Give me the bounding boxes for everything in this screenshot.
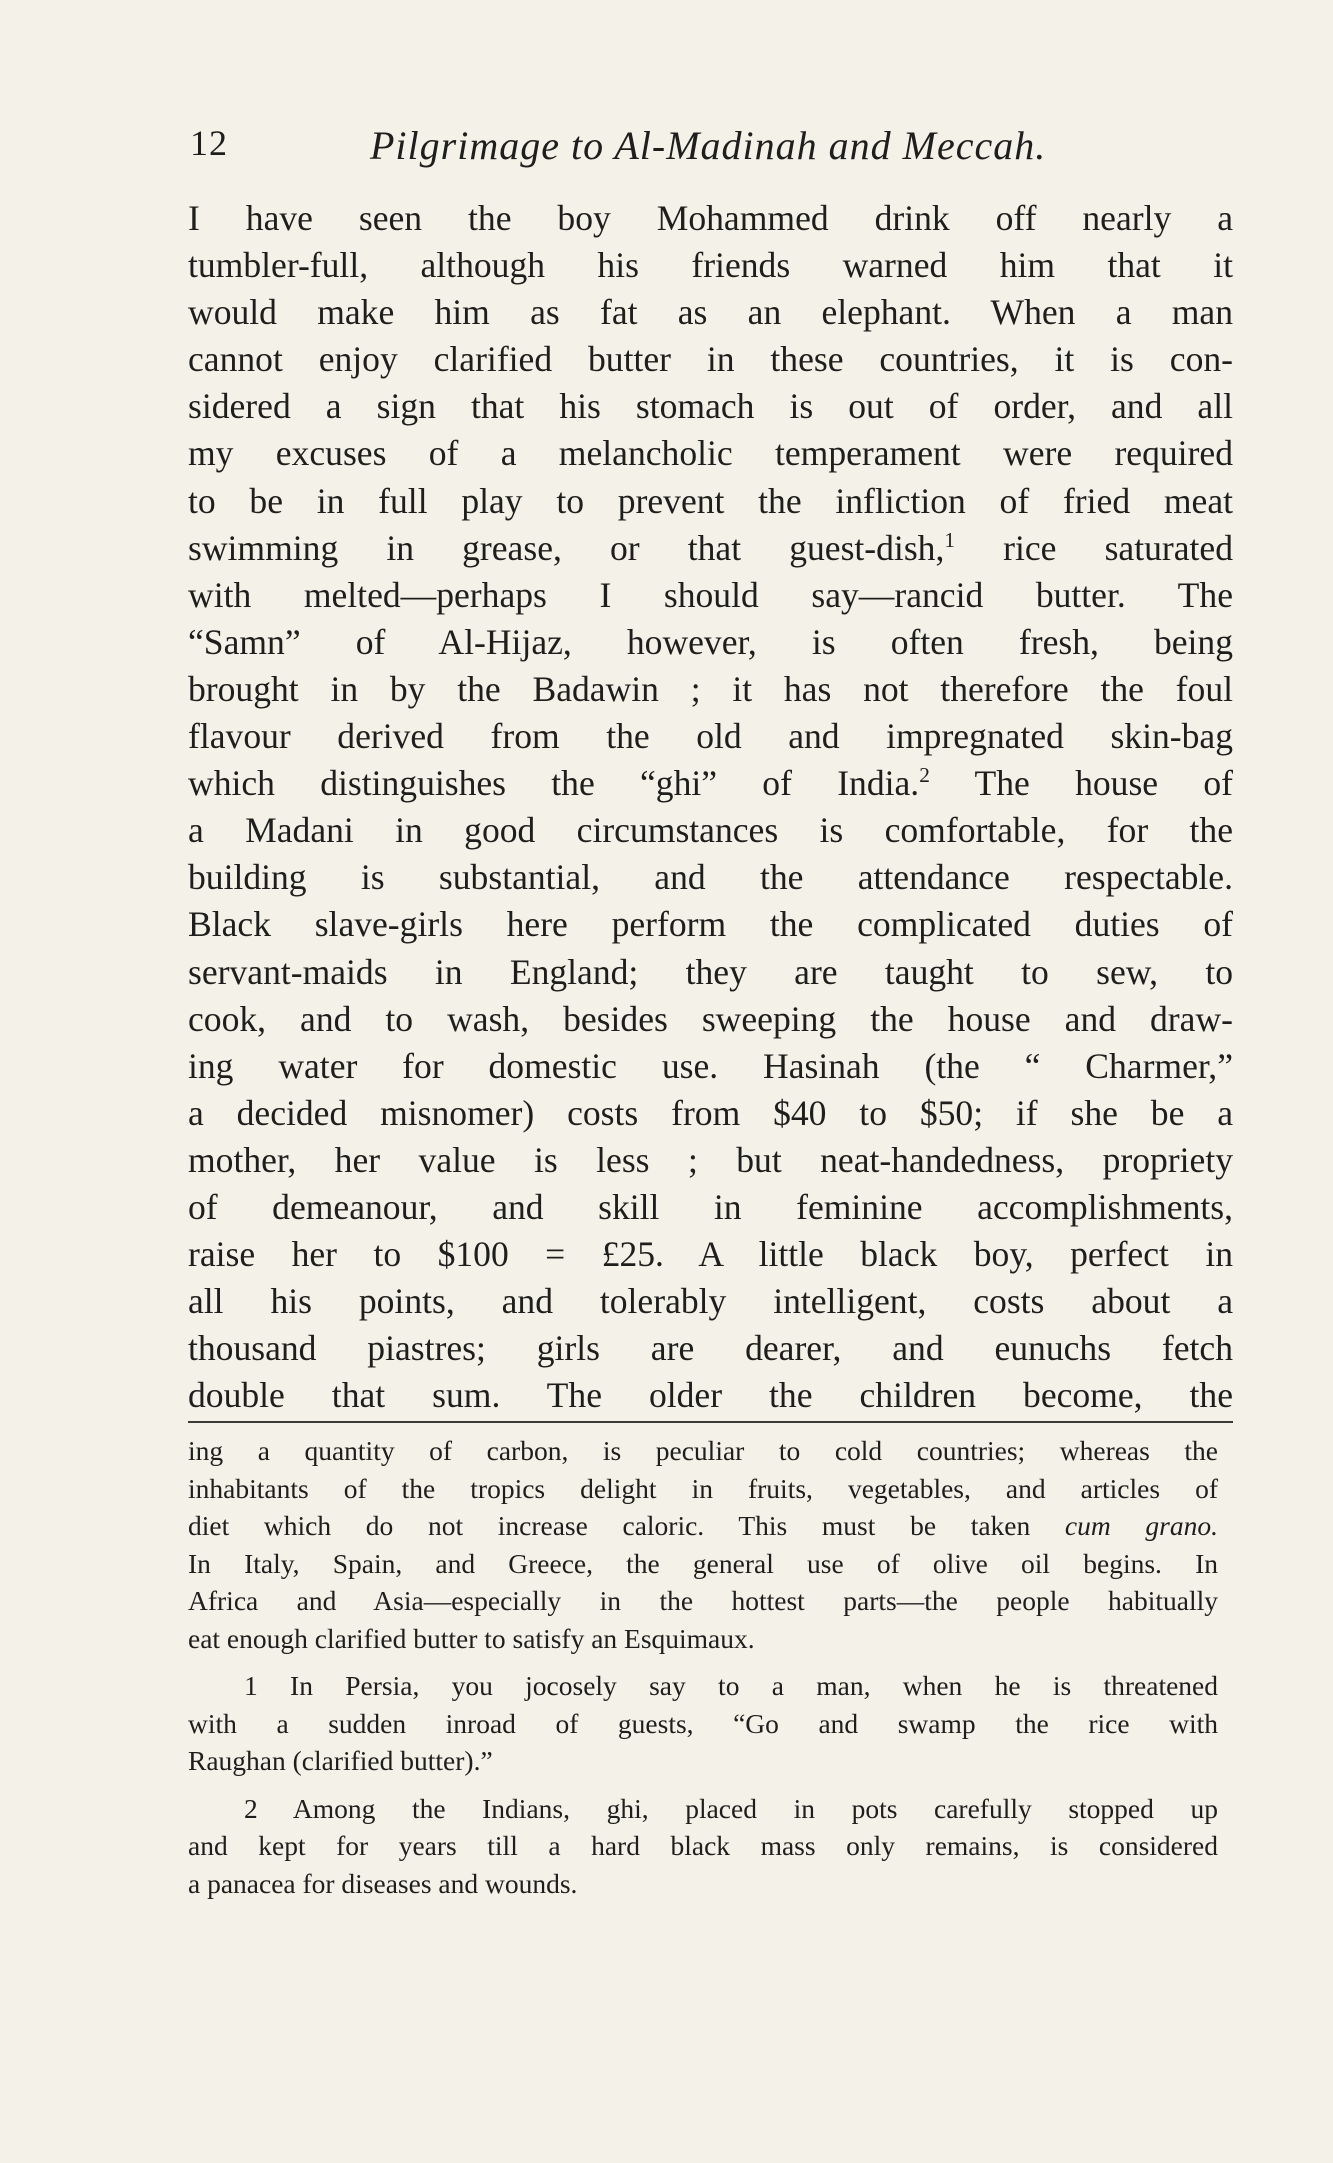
body-line-text: which distinguishes the “ghi” of India. [188, 763, 920, 804]
body-line: sidered a sign that his stomach is out of order, and all [188, 386, 1233, 427]
body-line-text: rice saturated [1003, 527, 1233, 568]
body-line: of demeanour, and skill in feminine accomplishments, [188, 1186, 1233, 1227]
footnote-continuation-line: In Italy, Spain, and Greece, the general use of olive oil begins. In [188, 1547, 1218, 1579]
body-line: mother, her value is less ; but neat-handedness, propriety [188, 1139, 1233, 1180]
footnote-1-line: with a sudden inroad of guests, “Go and swamp the rice with [188, 1707, 1218, 1739]
body-text [188, 195, 1233, 1419]
running-head [190, 122, 1230, 172]
body-line: a Madani in good circumstances is comfortable, for the [188, 810, 1233, 851]
running-title: Pilgrimage to Al-Madinah and Meccah. [370, 123, 1047, 168]
footnote-1-line: Raughan (clarified butter).” [188, 1745, 493, 1776]
body-line-text: swimming in grease, or that guest-dish, [188, 527, 945, 568]
body-line: brought in by the Badawin ; it has not therefore the foul [188, 668, 1233, 709]
body-line: cook, and to wash, besides sweeping the house and draw- [188, 998, 1233, 1039]
body-line: tumbler-full, although his friends warned him that it [188, 245, 1233, 286]
footnote-rule [188, 1421, 1233, 1423]
page-number: 12 [190, 123, 228, 163]
body-line-with-note-1 [188, 525, 1233, 572]
body-line: with melted—perhaps I should say—rancid butter. The [188, 574, 1233, 615]
body-line: Black slave-girls here perform the complicated duties of [188, 904, 1233, 945]
footnote-2-line: a panacea for diseases and wounds. [188, 1867, 578, 1899]
body-line-with-note-2 [188, 760, 1233, 807]
footnote-ref-2: 2 [919, 763, 930, 788]
footnote-italic-phrase: cum grano. [1064, 1510, 1218, 1541]
footnote-1-line: 1 In Persia, you jocosely say to a man, when he is threatened [244, 1670, 1218, 1701]
body-line-text: The house of [974, 763, 1233, 804]
body-line: all his points, and tolerably intelligent, costs about a [188, 1281, 1233, 1322]
footnote-continuation-line: Africa and Asia—especially in the hottest parts—the people habitually [188, 1585, 1218, 1616]
body-line: double that sum. The older the children become, the [188, 1375, 1233, 1416]
body-line: a decided misnomer) costs from $40 to $50; if she be a [188, 1092, 1233, 1133]
body-line: raise her to $100 = £25. A little black boy, perfect in [188, 1234, 1233, 1275]
body-line: flavour derived from the old and impregnated skin-bag [188, 716, 1233, 757]
body-line: to be in full play to prevent the infliction of fried meat [188, 480, 1233, 521]
footnote-text: diet which do not increase caloric. This must be taken [188, 1510, 1031, 1541]
body-line: cannot enjoy clarified butter in these countries, it is con- [188, 339, 1233, 380]
body-line: “Samn” of Al-Hijaz, however, is often fresh, being [188, 621, 1233, 662]
body-line: ing water for domestic use. Hasinah (the “ Charmer,” [188, 1045, 1233, 1086]
footnote-2-line: and kept for years till a hard black mass only remains, is considered [188, 1830, 1218, 1861]
footnote-continuation-line [188, 1507, 1218, 1545]
body-line: servant-maids in England; they are taught to sew, to [188, 951, 1233, 992]
body-line: thousand piastres; girls are dearer, and eunuchs fetch [188, 1328, 1233, 1369]
footnote-continuation-line: ing a quantity of carbon, is peculiar to cold countries; whereas the [188, 1435, 1218, 1466]
footnote-continuation-line: inhabitants of the tropics delight in fruits, vegetables, and articles of [188, 1472, 1218, 1504]
body-line: would make him as fat as an elephant. When a man [188, 292, 1233, 333]
footnotes [188, 1432, 1218, 1902]
body-line: I have seen the boy Mohammed drink off nearly a [188, 198, 1233, 238]
footnote-continuation-line: eat enough clarified butter to satisfy an Esquimaux. [188, 1622, 755, 1654]
footnote-2-line: 2 Among the Indians, ghi, placed in pots carefully stopped up [244, 1792, 1218, 1824]
footnote-ref-1: 1 [944, 527, 956, 552]
body-line: my excuses of a melancholic temperament were required [188, 433, 1233, 474]
body-line: building is substantial, and the attendance respectable. [188, 857, 1233, 898]
